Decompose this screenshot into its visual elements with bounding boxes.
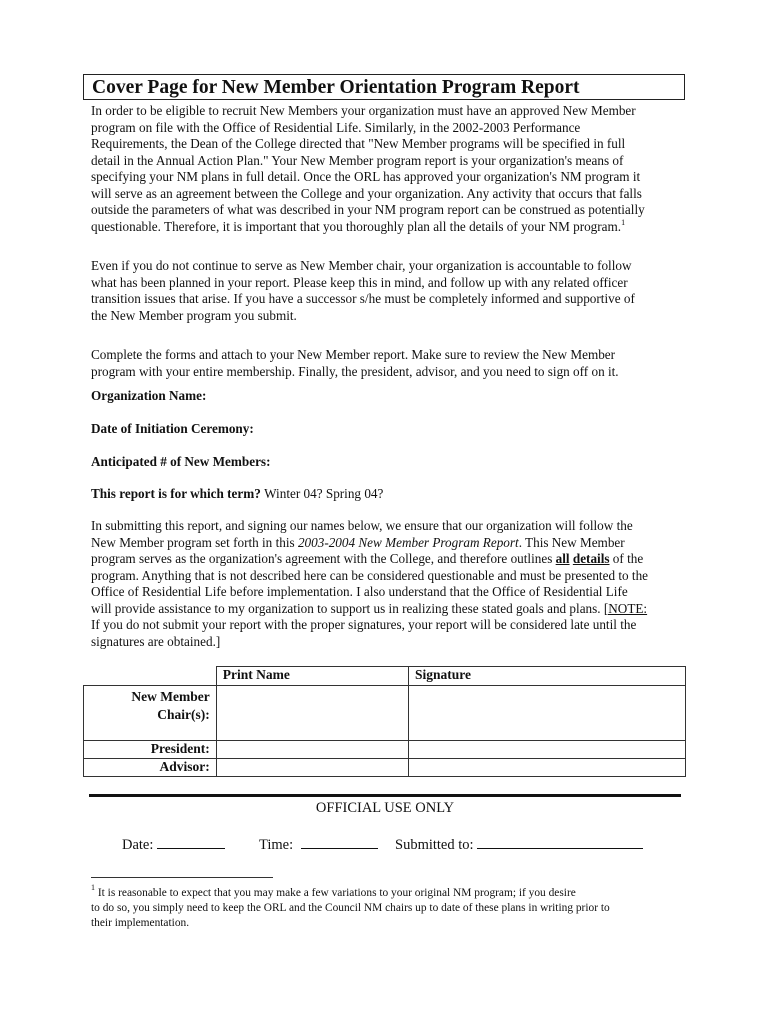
agreement-line — [91, 551, 681, 568]
intro-line: program on file with the Office of Residential Life. Similarly, in the 2002-2003 Performance — [91, 119, 581, 135]
organization-name-label: Organization Name: — [91, 388, 207, 403]
intro-line: detail in the Annual Action Plan." Your New Member program report is your organization's means of — [91, 152, 624, 168]
chair-print-name-cell[interactable] — [216, 686, 408, 741]
agreement-text: of the — [609, 551, 644, 566]
signature-header: Signature — [409, 667, 686, 686]
agreement-line — [91, 535, 681, 552]
agreement-line: If you do not submit your report with the proper signatures, your report will be considered late until the — [91, 617, 637, 632]
intro-line: outside the parameters of what was described in your NM program report can be construed as potentially — [91, 202, 645, 217]
intro-line: Requirements, the Dean of the College directed that "New Member programs will be specified in full — [91, 136, 626, 151]
intro-line — [91, 219, 681, 236]
instruction-line: Complete the forms and attach to your New Member report. Make sure to review the New Member — [91, 347, 616, 362]
official-time-blank[interactable] — [301, 836, 378, 849]
footnote-line: to do so, you simply need to keep the ORL and the Council NM chairs up to date of these plans in writing prior to — [91, 902, 610, 914]
report-title-italic: 2003-2004 New Member Program Report — [297, 534, 519, 550]
footnote-text: It is reasonable to expect that you may make a few variations to your original NM program; if you desire — [95, 887, 576, 899]
footnote-marker: 1 — [91, 883, 95, 892]
chair-line: Even if you do not continue to serve as New Member chair, your organization is accountable to follow — [91, 258, 632, 273]
chair-label-line1: New Member — [131, 689, 210, 704]
intro-line: will serve as an agreement between the College and your organization. Any activity that occurs that falls — [91, 185, 642, 201]
advisor-print-name-cell[interactable] — [216, 759, 408, 777]
official-use-heading: OFFICIAL USE ONLY — [315, 800, 455, 816]
intro-line: specifying your NM plans in full detail. Once the ORL has approved your organization's NM program it — [91, 169, 641, 184]
advisor-signature-cell[interactable] — [409, 759, 686, 777]
official-time-label: Time: — [259, 837, 294, 853]
agreement-paragraph — [91, 518, 681, 650]
print-name-header: Print Name — [216, 667, 408, 686]
intro-line-text: questionable. Therefore, it is important that you thoroughly plan all the details of your NM program. — [91, 218, 622, 234]
president-signature-cell[interactable] — [409, 741, 686, 759]
agreement-text: program serves as the organization's agreement with the College, and therefore outlines — [91, 551, 556, 566]
initiation-date-label: Date of Initiation Ceremony: — [91, 421, 254, 436]
footnote-line: their implementation. — [91, 917, 190, 929]
intro-line: In order to be eligible to recruit New Members your organization must have an approved New Member — [91, 103, 636, 118]
chair-paragraph — [91, 258, 681, 324]
footnote-ref: 1 — [621, 217, 626, 227]
empty-header-cell — [84, 667, 217, 686]
instruction-line: program with your entire membership. Finally, the president, advisor, and you need to sign off on it. — [91, 363, 619, 379]
chair-row-label — [84, 686, 217, 741]
official-date-label: Date: — [122, 837, 154, 853]
footnote-line — [91, 883, 681, 901]
official-time-field — [259, 836, 378, 854]
section-divider — [89, 794, 681, 797]
instruction-paragraph — [91, 347, 681, 380]
advisor-row — [84, 759, 686, 777]
agreement-line: In submitting this report, and signing our names below, we ensure that our organization will follow the — [91, 518, 633, 533]
signature-header-row — [84, 667, 686, 686]
chair-line: transition issues that arise. If you have a successor s/he must be completely informed and supportive of — [91, 291, 635, 306]
footnote-divider — [91, 877, 273, 878]
official-submitted-label: Submitted to: — [395, 837, 474, 853]
advisor-label: Advisor: — [84, 759, 217, 777]
chair-line: what has been planned in your report. Please keep this in mind, and follow up with any related officer — [91, 274, 628, 290]
footnote — [91, 883, 681, 931]
president-label: President: — [84, 741, 217, 759]
emphasis-details: details — [572, 551, 610, 566]
chair-row — [84, 686, 686, 741]
official-submitted-blank[interactable] — [477, 836, 643, 849]
term-options: Winter 04? Spring 04? — [264, 486, 384, 501]
official-date-field — [122, 836, 225, 854]
emphasis-all: all — [555, 551, 570, 566]
intro-paragraph — [91, 103, 681, 235]
term-question-label: This report is for which term? — [91, 486, 261, 501]
president-print-name-cell[interactable] — [216, 741, 408, 759]
agreement-text: New Member program set forth in this — [91, 534, 298, 550]
agreement-line: signatures are obtained.] — [91, 633, 221, 649]
anticipated-members-label: Anticipated # of New Members: — [91, 454, 271, 469]
term-field — [91, 486, 383, 502]
note-marker: [NOTE: — [603, 600, 648, 616]
agreement-line: Office of Residential Life before implementation. I also understand that the Office of Residential Life — [91, 584, 628, 599]
agreement-line — [91, 601, 681, 618]
official-date-blank[interactable] — [157, 836, 225, 849]
chair-label-line2: Chair(s): — [157, 707, 210, 722]
chair-signature-cell[interactable] — [409, 686, 686, 741]
official-submitted-field — [395, 836, 643, 854]
agreement-text: will provide assistance to my organization to support us in realizing these stated goals and plans. — [91, 600, 604, 616]
chair-line: the New Member program you submit. — [91, 307, 297, 323]
page-title: Cover Page for New Member Orientation Program Report — [83, 74, 685, 100]
agreement-line: program. Anything that is not described here can be considered questionable and must be presented to the — [91, 567, 649, 583]
president-row — [84, 741, 686, 759]
agreement-text: . This New Member — [518, 534, 625, 550]
signature-table — [83, 666, 686, 777]
